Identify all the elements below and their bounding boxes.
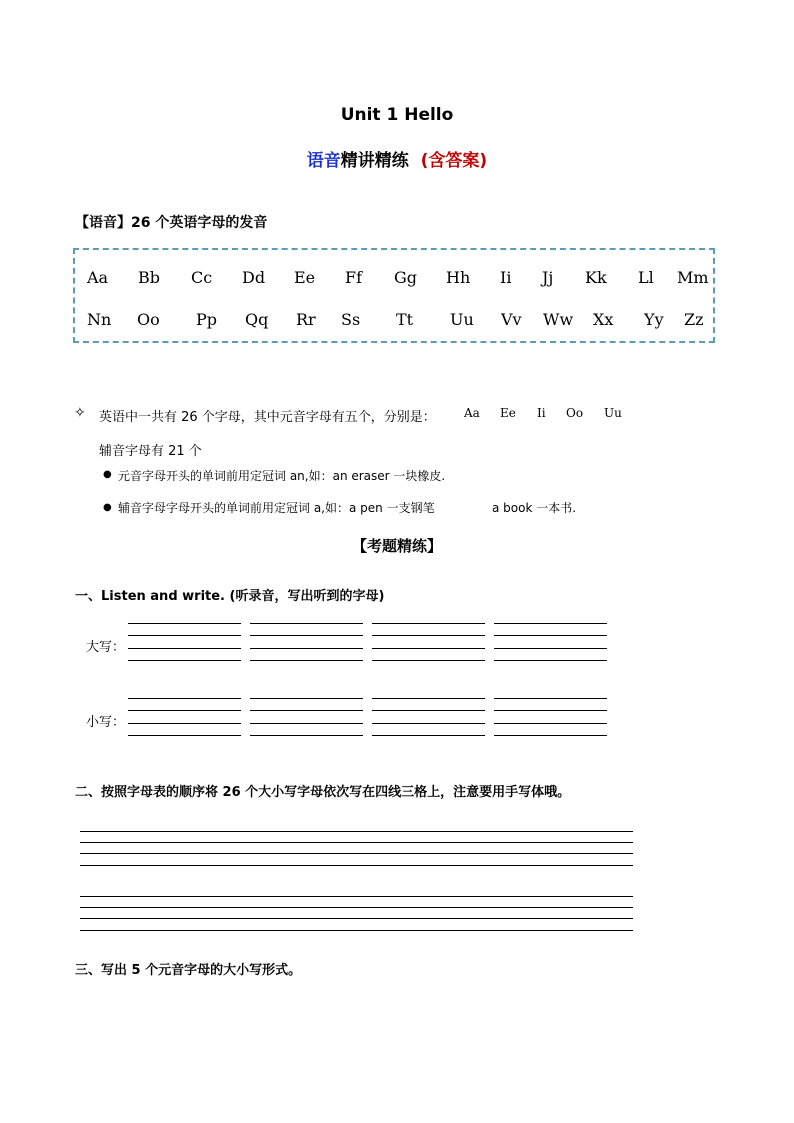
letter-cc: Cc bbox=[191, 268, 213, 287]
letter-yy: Yy bbox=[644, 310, 664, 329]
lowercase-label: 小写： bbox=[86, 715, 126, 730]
letter-dd: Dd bbox=[242, 268, 266, 287]
uppercase-label: 大写： bbox=[86, 640, 126, 655]
writing-lines-1[interactable] bbox=[80, 831, 633, 865]
vowel-a: Aa bbox=[464, 406, 480, 420]
letter-kk: Kk bbox=[585, 268, 607, 287]
question-2-heading: 二、按照字母表的顺序将 26 个大小写字母依次写在四线三格上，注意要用手写体哦。 bbox=[75, 785, 571, 800]
letter-xx: Xx bbox=[593, 310, 614, 329]
letter-hh: Hh bbox=[446, 268, 471, 287]
letter-ss: Ss bbox=[341, 310, 361, 329]
question-1-heading: 一、Listen and write. (听录音，写出听到的字母) bbox=[75, 589, 385, 604]
letter-nn: Nn bbox=[87, 310, 112, 329]
alphabet-box bbox=[73, 248, 715, 343]
letter-pp: Pp bbox=[196, 310, 218, 329]
page-subtitle bbox=[0, 146, 794, 171]
vowel-o: Oo bbox=[566, 406, 584, 420]
letter-qq: Qq bbox=[245, 310, 269, 329]
letter-aa: Aa bbox=[87, 268, 109, 287]
note-a-rule-example: a book 一本书. bbox=[492, 501, 577, 515]
letter-zz: Zz bbox=[684, 310, 704, 329]
writing-grid-lower-3[interactable] bbox=[372, 698, 485, 735]
vowel-e: Ee bbox=[500, 406, 516, 420]
writing-lines-2[interactable] bbox=[80, 896, 633, 930]
letter-ll: Ll bbox=[638, 268, 654, 287]
letter-rr: Rr bbox=[296, 310, 316, 329]
question-3-heading: 三、写出 5 个元音字母的大小写形式。 bbox=[75, 963, 302, 978]
note-consonant-count: 辅音字母有 21 个 bbox=[99, 444, 202, 459]
letter-vv: Vv bbox=[501, 310, 522, 329]
letter-bb: Bb bbox=[138, 268, 160, 287]
letter-tt: Tt bbox=[396, 310, 414, 329]
writing-grid-lower-4[interactable] bbox=[494, 698, 607, 735]
letter-ee: Ee bbox=[294, 268, 316, 287]
page-title: Unit 1 Hello bbox=[340, 105, 454, 125]
letter-oo: Oo bbox=[137, 310, 160, 329]
writing-grid-upper-2[interactable] bbox=[250, 623, 363, 660]
note-a-rule: 辅音字母字母开头的单词前用定冠词 a,如：a pen 一支钢笔 bbox=[118, 501, 435, 515]
writing-grid-upper-1[interactable] bbox=[128, 623, 241, 660]
note-vowel-count: 英语中一共有 26 个字母，其中元音字母有五个，分别是： bbox=[99, 410, 436, 425]
letter-ff: Ff bbox=[345, 268, 363, 287]
writing-grid-lower-2[interactable] bbox=[250, 698, 363, 735]
subtitle-part-phonics: 语音 bbox=[306, 151, 341, 171]
writing-grid-upper-3[interactable] bbox=[372, 623, 485, 660]
writing-grid-upper-4[interactable] bbox=[494, 623, 607, 660]
vowel-i: Ii bbox=[537, 406, 546, 420]
bullet-dot-icon: ● bbox=[103, 502, 112, 513]
bullet-dot-icon: ● bbox=[103, 469, 112, 480]
letter-gg: Gg bbox=[394, 268, 418, 287]
vowel-u: Uu bbox=[604, 406, 622, 420]
practice-title: 【考题精练】 bbox=[351, 537, 442, 555]
phonics-section-label: 【语音】26 个英语字母的发音 bbox=[75, 215, 268, 231]
diamond-icon: ✧ bbox=[74, 405, 86, 421]
letter-uu: Uu bbox=[450, 310, 474, 329]
writing-grid-lower-1[interactable] bbox=[128, 698, 241, 735]
letter-ww: Ww bbox=[543, 310, 574, 329]
subtitle-part-answers: (含答案) bbox=[420, 151, 488, 171]
letter-ii: Ii bbox=[500, 268, 512, 287]
letter-jj: Jj bbox=[542, 268, 554, 287]
letter-mm: Mm bbox=[677, 268, 709, 287]
note-an-rule: 元音字母开头的单词前用定冠词 an,如：an eraser 一块橡皮. bbox=[118, 469, 446, 483]
subtitle-part-lesson: 精讲精练 bbox=[340, 151, 409, 171]
